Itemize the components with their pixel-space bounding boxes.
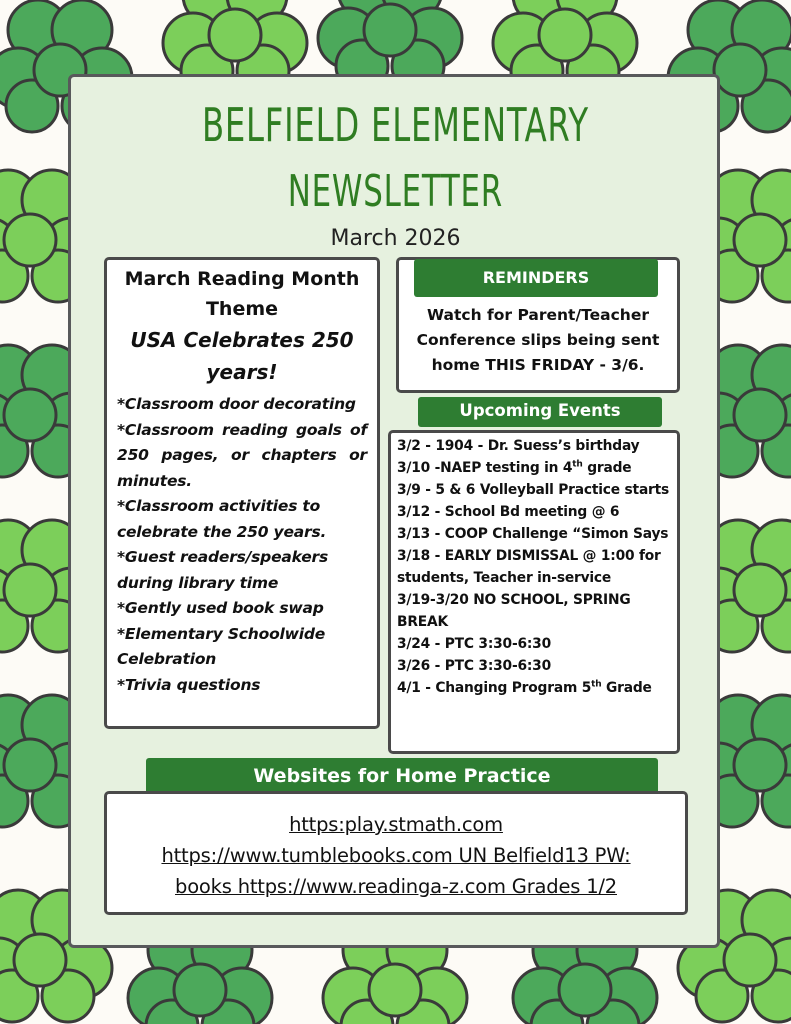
websites-box — [104, 791, 688, 915]
list-item: *Elementary Schoolwide Celebration — [117, 624, 326, 668]
event-item: 3/19-3/20 NO SCHOOL, SPRING BREAK — [397, 592, 631, 630]
reminders-text: Watch for Parent/Teacher Conference slips being sent home THIS FRIDAY - 3/6. — [416, 306, 660, 374]
website-link-readinga-z[interactable]: books https://www.readinga-z.com Grades 1/2 — [175, 875, 617, 898]
reading-month-theme: USA Celebrates 250 years! — [130, 328, 354, 384]
newsletter-date: March 2026 — [330, 226, 461, 251]
reading-month-heading: March Reading Month Theme — [124, 268, 360, 320]
list-item: *Classroom activities to celebrate the 250 years. — [117, 497, 327, 541]
list-item: *Trivia questions — [117, 675, 261, 694]
event-item: 3/18 - EARLY DISMISSAL @ 1:00 for students, Teacher in-service — [397, 548, 661, 586]
list-item: *Guest readers/speakers during library time — [117, 548, 328, 592]
event-item: 3/13 - COOP Challenge “Simon Says — [397, 526, 669, 542]
upcoming-events-box — [388, 430, 680, 754]
event-item: 3/10 -NAEP testing in 4th grade — [397, 459, 632, 476]
reading-month-box — [104, 257, 380, 729]
list-item: *Gently used book swap — [117, 599, 324, 617]
reminders-label: REMINDERS — [414, 259, 658, 297]
event-item: 3/9 - 5 & 6 Volleyball Practice starts — [397, 482, 670, 498]
website-link-tumblebooks[interactable]: https://www.tumblebooks.com UN Belfield13 PW: — [161, 844, 631, 867]
event-item: 3/2 - 1904 - Dr. Suess’s birthday — [397, 438, 640, 454]
event-item: 3/24 - PTC 3:30-6:30 — [397, 636, 551, 652]
newsletter-title: BELFIELD ELEMENTARY — [201, 98, 589, 152]
websites-label: Websites for Home Practice — [146, 758, 658, 794]
newsletter-subtitle: NEWSLETTER — [287, 166, 504, 217]
list-item: *Classroom reading goals of 250 pages, or chapters or minutes. — [117, 420, 367, 490]
event-item: 4/1 - Changing Program 5th Grade — [397, 679, 652, 696]
event-item: 3/26 - PTC 3:30-6:30 — [397, 658, 551, 674]
website-link-stmath[interactable]: https:play.stmath.com — [289, 813, 503, 836]
list-item: *Classroom door decorating — [117, 395, 356, 413]
event-item: 3/12 - School Bd meeting @ 6 — [397, 504, 620, 520]
reading-month-list — [117, 392, 367, 698]
upcoming-events-label: Upcoming Events — [418, 397, 662, 427]
events-list — [397, 435, 671, 699]
